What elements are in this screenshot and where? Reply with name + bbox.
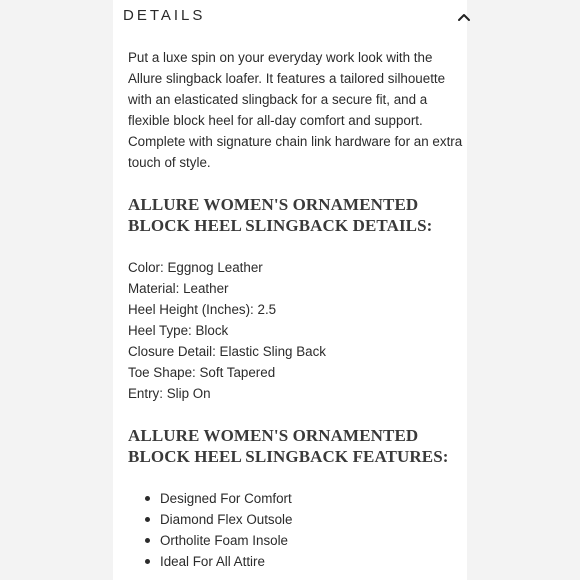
details-content bbox=[128, 47, 463, 572]
spec-list bbox=[128, 257, 463, 404]
bullet-icon bbox=[145, 496, 150, 501]
feature-item bbox=[160, 551, 463, 572]
feature-label: Ideal For All Attire bbox=[160, 554, 265, 569]
details-heading: ALLURE WOMEN'S ORNAMENTED BLOCK HEEL SLINGBACK DETAILS: bbox=[128, 195, 433, 235]
details-title: DETAILS bbox=[123, 7, 206, 24]
product-description: Put a luxe spin on your everyday work look with the Allure slingback loafer. It features a tailored silhouette with an elasticated slingback for a secure fit, and a flexible block heel for all-day comfort and support. Complete with signature chain link hardware for an extra touch of style. bbox=[128, 50, 463, 170]
spec-item: Toe Shape: Soft Tapered bbox=[128, 365, 276, 380]
bullet-icon bbox=[145, 517, 150, 522]
feature-item bbox=[160, 488, 463, 509]
feature-item bbox=[160, 530, 463, 551]
details-accordion-header[interactable] bbox=[123, 7, 471, 29]
spec-item: Heel Type: Block bbox=[128, 323, 229, 338]
bullet-icon bbox=[145, 538, 150, 543]
spec-item: Color: Eggnog Leather bbox=[128, 260, 263, 275]
feature-item bbox=[160, 509, 463, 530]
chevron-up-icon[interactable] bbox=[457, 11, 471, 23]
feature-label: Designed For Comfort bbox=[160, 491, 292, 506]
features-heading: ALLURE WOMEN'S ORNAMENTED BLOCK HEEL SLINGBACK FEATURES: bbox=[128, 426, 449, 466]
spec-item: Closure Detail: Elastic Sling Back bbox=[128, 344, 326, 359]
feature-label: Ortholite Foam Insole bbox=[160, 533, 289, 548]
spec-item: Heel Height (Inches): 2.5 bbox=[128, 302, 277, 317]
feature-label: Diamond Flex Outsole bbox=[160, 512, 293, 527]
spec-item: Entry: Slip On bbox=[128, 386, 211, 401]
feature-list bbox=[128, 488, 463, 572]
bullet-icon bbox=[145, 559, 150, 564]
spec-item: Material: Leather bbox=[128, 281, 229, 296]
